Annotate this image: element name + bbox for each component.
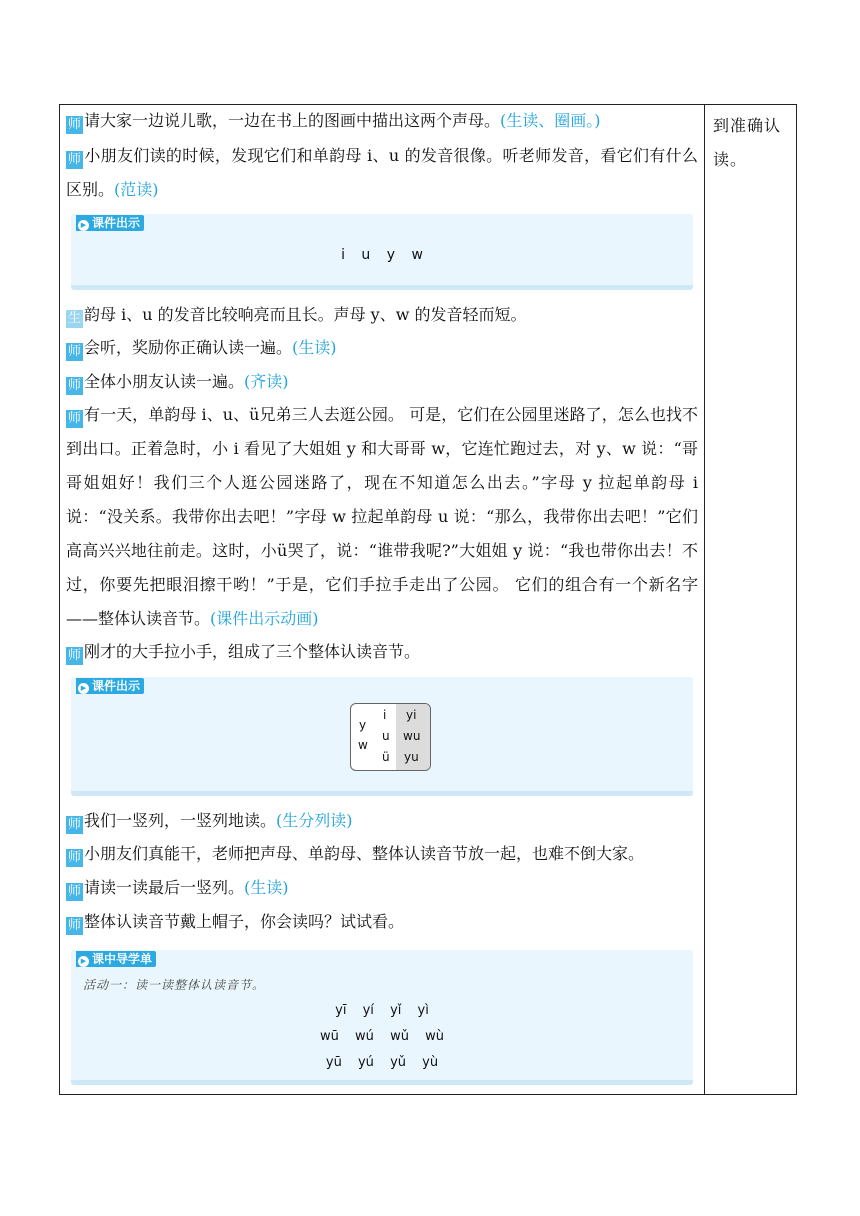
box-title-text: 课中导学单 [92, 952, 153, 966]
letter: w [411, 247, 423, 263]
pinyin-syllable: yù [422, 1055, 439, 1070]
box-title [76, 678, 144, 694]
box-title [76, 951, 156, 967]
letter: u [361, 247, 371, 263]
paragraph-2 [66, 139, 698, 207]
syllable: wu [403, 729, 421, 743]
pinyin-syllable: wǔ [390, 1029, 409, 1044]
paragraph-text: 请大家一边说儿歌，一边在书上的图画中描出这两个声母。 [84, 111, 501, 130]
paragraph-text: 小朋友们读的时候，发现它们和单韵母 i、u 的发音很像。听老师发音，看它们有什么区别。 [66, 146, 698, 199]
paragraph-text: 有一天，单韵母 i、u、ü兄弟三人去逛公园。 可是，它们在公园里迷路了，怎么也找不到出口。正着急时，小 i 看见了大姐姐 y 和大哥哥 w，它连忙跑过去，对 y、w 说：“哥哥姐姐好！我们三个人逛公园迷路了，现在不知道怎么出去。”字母 y 拉起单韵母 i 说：“没关系。我带你出去吧！”字母 w 拉起单韵母 u 说：“那么，我带你出去吧！”它们高高兴兴地往前走。这时，小ü哭了，说：“谁带我呢?”大姐姐 y 说：“我也带你出去！不过，你要先把眼泪擦干哟！”于是，它们手拉手走出了公园。 它们的组合有一个新名字——整体认读音节。 [66, 405, 698, 628]
pinyin-syllable: yī [335, 1003, 347, 1018]
paragraph-text: 整体认读音节戴上帽子，你会读吗？试试看。 [84, 912, 405, 931]
teaching-note: (生分列读) [276, 811, 353, 830]
pinyin-row [71, 1029, 693, 1044]
teacher-tag: 师 [67, 152, 81, 167]
play-icon: ▶ [78, 220, 89, 231]
teaching-note: (生读、圈画。) [500, 111, 601, 130]
syllable: yu [404, 750, 419, 764]
play-icon: ▶ [78, 683, 89, 694]
final-letter: u [382, 729, 390, 743]
syllable: yi [406, 708, 417, 722]
paragraph-text: 韵母 i、u 的发音比较响亮而且长。声母 y、w 的发音轻而短。 [84, 305, 527, 324]
teacher-tag: 师 [67, 648, 81, 663]
teaching-note: (齐读) [244, 372, 289, 391]
teaching-note: (生读) [244, 878, 289, 897]
pinyin-row [71, 1055, 693, 1070]
paragraph-8 [66, 811, 353, 834]
teaching-note: (范读) [114, 180, 159, 199]
pinyin-syllable: yū [325, 1055, 342, 1070]
initial-letter: y [359, 718, 367, 732]
courseware-box-1 [71, 214, 693, 290]
box-title [76, 215, 144, 231]
pinyin-syllable: yǔ [390, 1055, 406, 1070]
pinyin-syllable: yí [362, 1003, 374, 1018]
side-note: 到准确认读。 [713, 116, 782, 169]
paragraph-text: 刚才的大手拉小手，组成了三个整体认读音节。 [84, 642, 421, 661]
paragraph-text: 我们一竖列，一竖列地读。 [84, 811, 277, 830]
pinyin-syllable: yì [417, 1003, 429, 1018]
teacher-tag: 师 [67, 378, 81, 393]
teaching-note: (课件出示动画) [210, 609, 319, 628]
teacher-tag: 师 [67, 918, 81, 933]
teacher-tag: 师 [67, 850, 81, 865]
paragraph-text: 会听，奖励你正确认读一遍。 [84, 338, 293, 357]
student-tag: 生 [67, 311, 81, 326]
paragraph-11 [66, 912, 404, 935]
box-title-text: 课件出示 [92, 216, 141, 230]
pinyin-syllable: wū [320, 1029, 339, 1044]
box-title-text: 课件出示 [92, 679, 141, 693]
column-divider [704, 105, 705, 1094]
final-letter: i [383, 708, 387, 722]
paragraph-7 [66, 642, 420, 665]
teaching-note: (生读) [292, 338, 337, 357]
pinyin-syllable: yú [357, 1055, 374, 1070]
pinyin-syllable: wù [425, 1029, 444, 1044]
courseware-box-2 [71, 677, 693, 796]
teacher-tag: 师 [67, 344, 81, 359]
play-icon: ▶ [78, 956, 89, 967]
paragraph-3 [66, 305, 527, 328]
paragraph-text: 请读一读最后一竖列。 [84, 878, 245, 897]
paragraph-text: 全体小朋友认读一遍。 [84, 372, 245, 391]
initial-letter: w [358, 738, 368, 752]
pinyin-syllable: wú [355, 1029, 374, 1044]
letter-row [71, 247, 693, 263]
final-letter: ü [382, 750, 390, 764]
teacher-tag: 师 [67, 117, 81, 132]
teacher-tag: 师 [67, 884, 81, 899]
paragraph-4 [66, 338, 337, 361]
activity-label: 活动一：读一读整体认读音节。 [83, 978, 266, 992]
paragraph-10 [66, 878, 289, 901]
letter: i [341, 247, 345, 263]
paragraph-1 [66, 111, 601, 134]
pinyin-row [71, 1003, 693, 1018]
letter: y [386, 247, 396, 263]
paragraph-6 [66, 398, 698, 636]
lesson-table [59, 104, 797, 1095]
guided-worksheet-box [71, 950, 693, 1085]
paragraph-text: 小朋友们真能干，老师把声母、单韵母、整体认读音节放一起，也难不倒大家。 [84, 844, 645, 863]
paragraph-9 [66, 844, 644, 867]
teacher-tag: 师 [67, 411, 81, 426]
syllable-card [350, 703, 431, 771]
teacher-tag: 师 [67, 817, 81, 832]
pinyin-syllable: yǐ [390, 1003, 402, 1018]
paragraph-5 [66, 372, 289, 395]
